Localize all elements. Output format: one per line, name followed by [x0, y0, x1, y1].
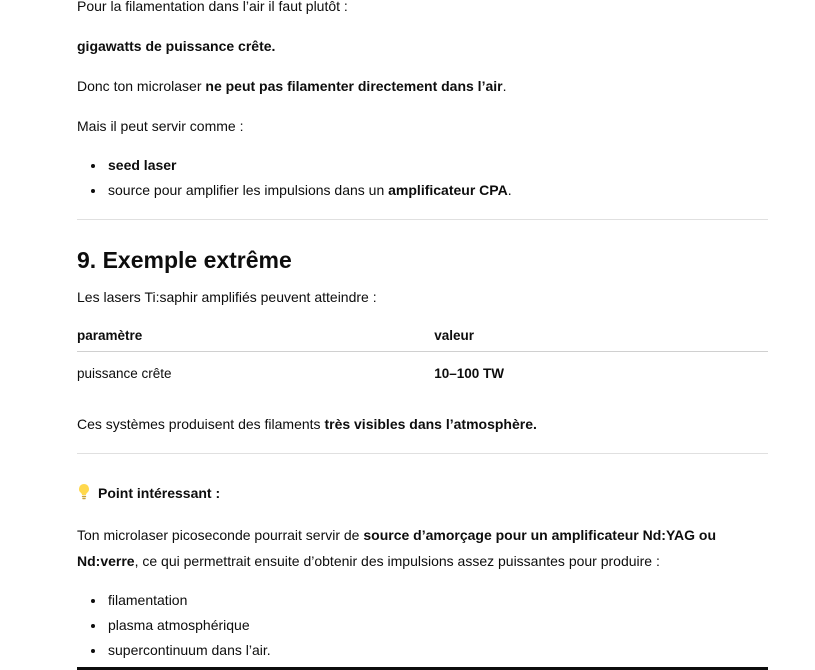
list-item — [106, 613, 768, 638]
paragraph-donc-lead: Donc ton microlaser — [77, 78, 206, 94]
table-header-row — [77, 324, 768, 352]
horizontal-rule — [77, 453, 768, 454]
paragraph-point-lead: Ton microlaser picoseconde pourrait servir de — [77, 527, 364, 543]
list-produire — [77, 588, 768, 663]
table-body — [77, 352, 768, 396]
paragraph-systemes-bold: très visibles dans l’atmosphère. — [324, 416, 537, 432]
list-item — [106, 153, 768, 178]
parameters-table — [77, 324, 768, 395]
horizontal-rule — [77, 219, 768, 220]
table-cell-valeur-text: 10–100 TW — [434, 366, 505, 381]
section-heading: 9. Exemple extrême — [77, 247, 292, 273]
paragraph-point-bold: source d’amorçage pour un amplificateur Nd:YAG ou Nd:verre — [77, 527, 717, 569]
paragraph-gigawatts-bold: gigawatts de puissance crête. — [77, 38, 276, 54]
paragraph-systemes-lead: Ces systèmes produisent des filaments — [77, 416, 325, 432]
paragraph-lasers — [77, 284, 768, 310]
list-item — [106, 588, 768, 613]
list-item-supercontinuum: supercontinuum dans l’air. — [108, 642, 271, 658]
paragraph-intro — [77, 0, 768, 19]
list-item-seed-laser: seed laser — [108, 157, 177, 173]
list-item-source-bold: amplificateur CPA — [388, 182, 508, 198]
message-content — [77, 0, 768, 670]
table-header-parametre: paramètre — [77, 324, 434, 352]
paragraph-gigawatts — [77, 33, 768, 59]
paragraph-donc — [77, 73, 768, 99]
table-row — [77, 352, 768, 396]
callout-title — [77, 480, 768, 508]
paragraph-lasers-text: Les lasers Ti:saphir amplifiés peuvent atteindre : — [77, 289, 377, 305]
list-item — [106, 638, 768, 663]
list-servir — [77, 153, 768, 203]
callout-title-text: Point intéressant : — [98, 485, 221, 501]
list-item-source-tail: . — [507, 182, 512, 198]
table-header — [77, 324, 768, 352]
paragraph-mais-text: Mais il peut servir comme : — [77, 118, 244, 134]
list-item-filamentation: filamentation — [108, 592, 188, 608]
paragraph-point-body — [77, 522, 768, 574]
lightbulb-icon — [77, 482, 91, 508]
table-header-valeur: valeur — [434, 324, 768, 352]
list-item-source-lead: source pour amplifier les impulsions dans un — [108, 182, 389, 198]
list-item-plasma: plasma atmosphérique — [108, 617, 250, 633]
paragraph-mais — [77, 113, 768, 139]
table-cell-parametre: puissance crête — [77, 366, 172, 381]
paragraph-donc-bold: ne peut pas filamenter directement dans l’air — [205, 78, 503, 94]
paragraph-donc-tail: . — [502, 78, 507, 94]
paragraph-intro-text: Pour la filamentation dans l’air il faut plutôt : — [77, 0, 348, 14]
list-item — [106, 178, 768, 203]
paragraph-systemes — [77, 411, 768, 437]
paragraph-point-tail: , ce qui permettrait ensuite d’obtenir des impulsions assez puissantes pour produire : — [134, 553, 660, 569]
table-cell-valeur — [434, 352, 768, 396]
